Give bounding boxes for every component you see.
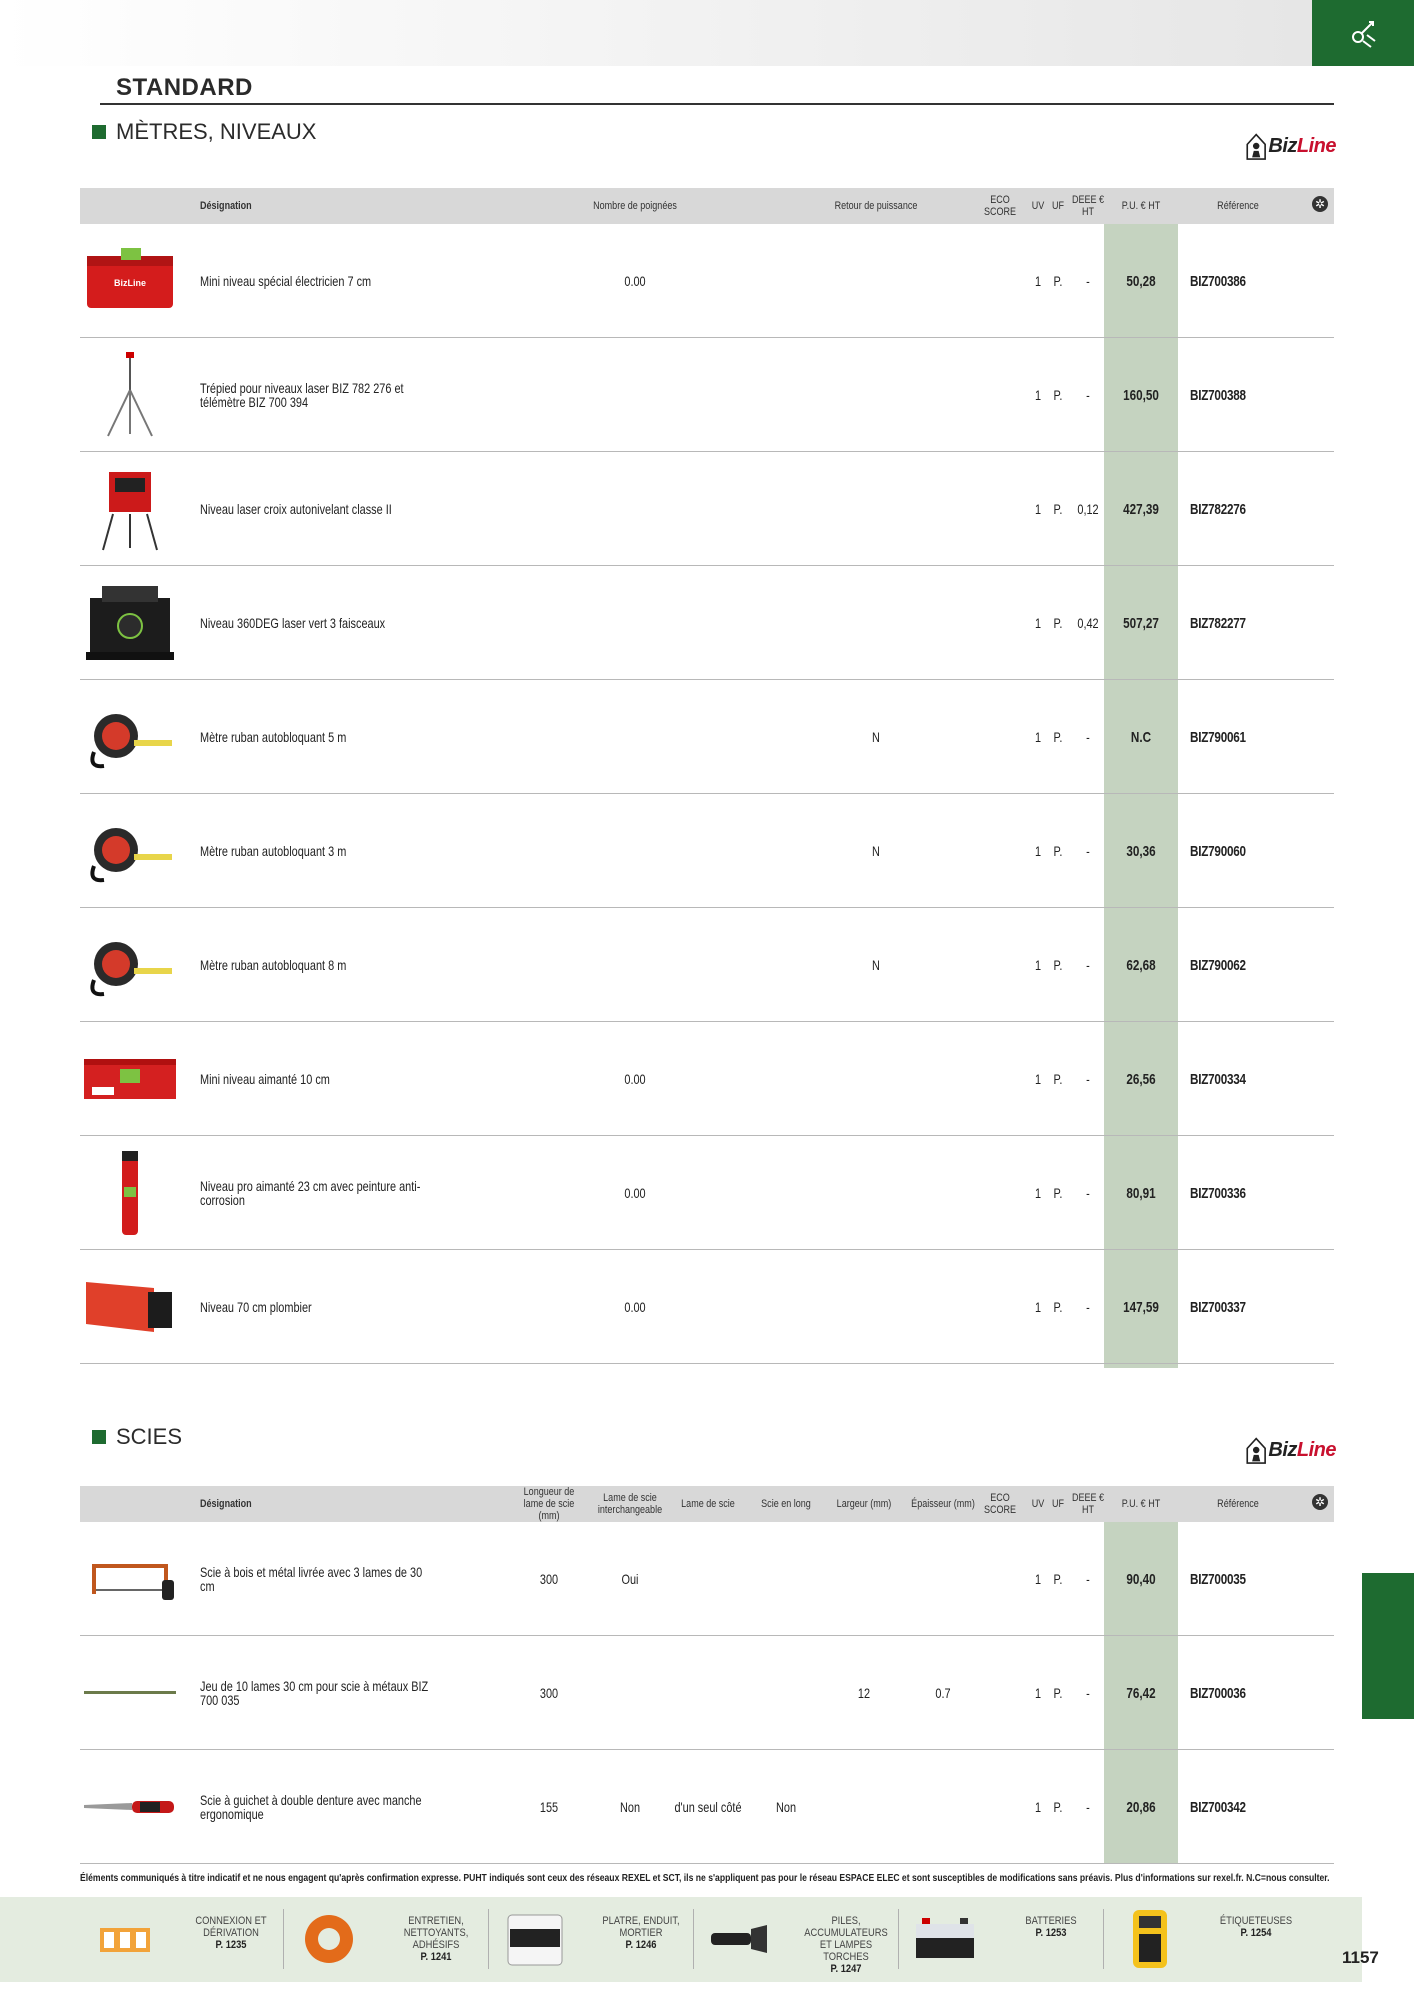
header-interchangeable: Lame de scie interchangeable (597, 1492, 663, 1516)
header-lame: Lame de scie (681, 1498, 735, 1510)
table-row[interactable] (80, 224, 1334, 338)
section-title-scies (92, 1424, 182, 1450)
retour-value (814, 338, 939, 452)
deee-value: - (1086, 843, 1090, 859)
deee-value: - (1086, 1799, 1090, 1815)
bizline-logo (1244, 1428, 1336, 1472)
red-level-icon (80, 238, 180, 324)
uv-value: 1 (1034, 843, 1042, 859)
uf-value: P. (1053, 1571, 1063, 1587)
tape-measure-icon (80, 922, 180, 1008)
product-reference: BIZ782277 (1190, 614, 1246, 632)
poignees-value (577, 794, 694, 908)
tape-roll-icon (293, 1909, 367, 1969)
footer-category: ENTRETIEN, NETTOYANTS, ADHÉSIFS (403, 1915, 469, 1951)
saw-blade-icon (80, 1650, 180, 1736)
product-reference: BIZ700386 (1190, 272, 1246, 290)
brand-biz: Biz (1268, 134, 1297, 157)
footer-link[interactable] (695, 1897, 900, 1982)
label-printer-icon (1113, 1909, 1187, 1969)
footer-category: ÉTIQUETEUSES (1219, 1915, 1293, 1927)
uf-value: P. (1053, 615, 1063, 631)
page-title: STANDARD (116, 74, 253, 101)
table-row[interactable] (80, 452, 1334, 566)
settings-icon[interactable]: ✲ (1312, 196, 1328, 212)
header-reference: Référence (1217, 1498, 1259, 1510)
footer-page-ref: P. 1253 (1035, 1927, 1067, 1939)
unit-price: 80,91 (1126, 1184, 1156, 1202)
uv-value: 1 (1034, 1799, 1042, 1815)
product-designation: Trépied pour niveaux laser BIZ 782 276 et télémètre BIZ 700 394 (200, 380, 404, 410)
footer-category: PLATRE, ENDUIT, MORTIER (602, 1915, 680, 1939)
footer-divider (1103, 1909, 1104, 1969)
scie-long-value: Non (775, 1799, 797, 1815)
footer-divider (283, 1909, 284, 1969)
retour-value (814, 1022, 939, 1136)
uv-value: 1 (1034, 729, 1042, 745)
product-reference: BIZ700388 (1190, 386, 1246, 404)
table-header-scies (80, 1486, 1334, 1522)
product-reference: BIZ700035 (1190, 1570, 1246, 1588)
unit-price: 76,42 (1126, 1684, 1156, 1702)
flashlight-icon (703, 1909, 777, 1969)
jab-saw-icon (80, 1764, 180, 1850)
table-row[interactable] (80, 566, 1334, 680)
header-eco: ECO SCORE (983, 194, 1017, 218)
lame-value (677, 1636, 739, 1750)
deee-value: 0,12 (1077, 501, 1099, 517)
footer-page-ref: P. 1247 (830, 1963, 862, 1975)
scie-long-value (755, 1636, 817, 1750)
page-number: 1157 (1342, 1948, 1379, 1967)
poignees-value (577, 566, 694, 680)
epaisseur-value (909, 1750, 976, 1864)
deee-value: - (1086, 1685, 1090, 1701)
poignees-value (577, 452, 694, 566)
tape-measure-icon (80, 694, 180, 780)
uf-value: P. (1053, 273, 1063, 289)
uf-value: P. (1053, 1071, 1063, 1087)
epaisseur-value (909, 1522, 976, 1636)
footer-link[interactable] (285, 1897, 490, 1982)
retour-value (814, 566, 939, 680)
unit-price: 30,36 (1126, 842, 1156, 860)
uf-value: P. (1053, 1185, 1063, 1201)
longueur-value: 300 (539, 1571, 559, 1587)
settings-icon[interactable]: ✲ (1312, 1494, 1328, 1510)
header-uv: UV (1031, 1498, 1045, 1510)
retour-value (814, 1250, 939, 1364)
header-epaisseur: Épaisseur (mm) (911, 1498, 975, 1510)
brand-line: Line (1296, 134, 1336, 157)
table-row[interactable] (80, 1636, 1334, 1750)
footer-page-ref: P. 1235 (215, 1939, 247, 1951)
unit-price: 507,27 (1123, 614, 1159, 632)
deee-value: 0,42 (1077, 615, 1099, 631)
unit-price: 20,86 (1126, 1798, 1156, 1816)
uf-value: P. (1053, 1299, 1063, 1315)
header-deee: DEEE € HT (1071, 194, 1105, 218)
lame-value: d'un seul côté (674, 1799, 742, 1815)
table-row[interactable] (80, 908, 1334, 1022)
deee-value: - (1086, 387, 1090, 403)
product-reference: BIZ700336 (1190, 1184, 1246, 1202)
plumber-level-icon (80, 1264, 180, 1350)
uf-value: P. (1053, 729, 1063, 745)
product-designation: Scie à bois et métal livrée avec 3 lames de 30 cm (200, 1564, 423, 1594)
footer-link-label (594, 1915, 688, 1951)
product-designation: Niveau pro aimanté 23 cm avec peinture anti-corrosion (200, 1178, 421, 1208)
product-designation: Scie à guichet à double denture avec manche ergonomique (200, 1792, 422, 1822)
header-reference: Référence (1217, 200, 1259, 212)
retour-value (814, 452, 939, 566)
uf-value: P. (1053, 501, 1063, 517)
corner-tab[interactable] (1312, 0, 1414, 66)
deee-value: - (1086, 729, 1090, 745)
retour-value (814, 1136, 939, 1250)
longueur-value: 300 (539, 1685, 559, 1701)
product-reference: BIZ700342 (1190, 1798, 1246, 1816)
footer-divider (488, 1909, 489, 1969)
product-designation: Niveau 70 cm plombier (200, 1299, 312, 1315)
footer-divider (693, 1909, 694, 1969)
retour-value: N (872, 843, 880, 859)
largeur-value (833, 1522, 895, 1636)
product-designation: Jeu de 10 lames 30 cm pour scie à métaux BIZ 700 035 (200, 1678, 429, 1708)
table-row[interactable] (80, 794, 1334, 908)
connector-icon (88, 1909, 162, 1969)
retour-value: N (872, 957, 880, 973)
poignees-value (577, 680, 694, 794)
interchangeable-value (599, 1636, 661, 1750)
hacksaw-icon (80, 1536, 180, 1622)
product-reference: BIZ790062 (1190, 956, 1246, 974)
header-eco: ECO SCORE (983, 1492, 1017, 1516)
footer-category: PILES, ACCUMULATEURS ET LAMPES TORCHES (804, 1915, 888, 1963)
header-uf: UF (1051, 200, 1065, 212)
header-uv: UV (1031, 200, 1045, 212)
deee-value: - (1086, 1299, 1090, 1315)
uv-value: 1 (1034, 1685, 1042, 1701)
uf-value: P. (1053, 957, 1063, 973)
tools-icon (1345, 15, 1381, 51)
brand-line: Line (1296, 1438, 1336, 1461)
footer-nav (0, 1897, 1362, 1982)
footer-page-ref: P. 1241 (420, 1951, 452, 1963)
laser-360-icon (80, 580, 180, 666)
header-deee: DEEE € HT (1071, 1492, 1105, 1516)
largeur-value: 12 (857, 1685, 871, 1701)
table-row[interactable] (80, 1522, 1334, 1636)
product-designation: Niveau laser croix autonivelant classe II (200, 501, 392, 517)
brand-biz: Biz (1268, 1438, 1297, 1461)
longueur-value: 155 (539, 1799, 559, 1815)
product-reference: BIZ700337 (1190, 1298, 1246, 1316)
header-long: Scie en long (761, 1498, 811, 1510)
footer-link-label (1209, 1915, 1303, 1939)
chapter-tab[interactable] (1362, 1573, 1414, 1719)
product-reference: BIZ782276 (1190, 500, 1246, 518)
header-longueur: Longueur de lame de scie (mm) (523, 1486, 575, 1522)
interchangeable-value: Oui (621, 1571, 639, 1587)
table-row[interactable] (80, 338, 1334, 452)
section-bullet (92, 1430, 106, 1444)
disclaimer-text: Éléments communiqués à titre indicatif et ne nous engagent qu'après confirmation expresse. PUHT indiqués sont ceux des réseaux REXEL et SCT, ils ne s'appliquent pas pour le réseau ESPACE ELEC et sont susceptibles de modifications sans préavis. Plus d'informations sur rexel.fr. N.C=nous consulter. (80, 1872, 1330, 1884)
unit-price: N.C (1130, 728, 1152, 746)
scie-long-value (755, 1522, 817, 1636)
lame-value (677, 1522, 739, 1636)
svg-text:BizLine: BizLine (113, 278, 147, 288)
unit-price: 427,39 (1123, 500, 1159, 518)
footer-link[interactable] (490, 1897, 695, 1982)
footer-link[interactable] (1105, 1897, 1310, 1982)
header-retour: Retour de puissance (834, 200, 918, 212)
poignees-value: 0.00 (624, 1071, 646, 1087)
torpedo-level-icon (80, 1150, 180, 1236)
section-bullet (92, 125, 106, 139)
footer-link[interactable] (80, 1897, 285, 1982)
header-designation: Désignation (200, 1498, 252, 1510)
uf-value: P. (1053, 843, 1063, 859)
deee-value: - (1086, 273, 1090, 289)
product-reference: BIZ700334 (1190, 1070, 1246, 1088)
footer-link-label (1004, 1915, 1098, 1939)
poignees-value (577, 338, 694, 452)
unit-price: 90,40 (1126, 1570, 1156, 1588)
footer-link-label (389, 1915, 483, 1963)
tape-measure-icon (80, 808, 180, 894)
table-row[interactable] (80, 1750, 1334, 1864)
footer-category: BATTERIES (1025, 1915, 1077, 1927)
uv-value: 1 (1034, 1299, 1042, 1315)
header-designation: Désignation (200, 200, 252, 212)
unit-price: 50,28 (1126, 272, 1156, 290)
battery-icon (908, 1909, 982, 1969)
section-title-text: SCIES (116, 1424, 183, 1449)
uf-value: P. (1053, 1685, 1063, 1701)
plaster-bucket-icon (498, 1909, 572, 1969)
cross-laser-icon (80, 466, 180, 552)
bizline-logo (1244, 124, 1336, 168)
poignees-value: 0.00 (624, 273, 646, 289)
product-reference: BIZ700036 (1190, 1684, 1246, 1702)
uv-value: 1 (1034, 957, 1042, 973)
deee-value: - (1086, 957, 1090, 973)
interchangeable-value: Non (619, 1799, 641, 1815)
retour-value (814, 224, 939, 338)
poignees-value: 0.00 (624, 1185, 646, 1201)
header-poignees: Nombre de poignées (593, 200, 677, 212)
product-designation: Mini niveau aimanté 10 cm (200, 1071, 330, 1087)
house-man-icon (1244, 126, 1268, 166)
unit-price: 147,59 (1123, 1298, 1159, 1316)
header-pu: P.U. € HT (1121, 200, 1161, 212)
header-uf: UF (1051, 1498, 1065, 1510)
product-designation: Mètre ruban autobloquant 8 m (200, 957, 347, 973)
uv-value: 1 (1034, 1071, 1042, 1087)
footer-link-label (184, 1915, 278, 1951)
table-row[interactable] (80, 1022, 1334, 1136)
title-rule (100, 103, 1334, 105)
uv-value: 1 (1034, 1571, 1042, 1587)
footer-divider (898, 1909, 899, 1969)
footer-category: CONNEXION ET DÉRIVATION (195, 1915, 267, 1939)
largeur-value (833, 1750, 895, 1864)
deee-value: - (1086, 1185, 1090, 1201)
section-title-text: MÈTRES, NIVEAUX (116, 119, 317, 144)
poignees-value: 0.00 (624, 1299, 646, 1315)
uv-value: 1 (1034, 387, 1042, 403)
poignees-value (577, 908, 694, 1022)
retour-value: N (872, 729, 880, 745)
unit-price: 62,68 (1126, 956, 1156, 974)
uv-value: 1 (1034, 501, 1042, 517)
table-header-metres (80, 188, 1334, 224)
uv-value: 1 (1034, 615, 1042, 631)
epaisseur-value: 0.7 (935, 1685, 951, 1701)
house-man-icon (1244, 1430, 1268, 1470)
product-designation: Niveau 360DEG laser vert 3 faisceaux (200, 615, 386, 631)
header-pu: P.U. € HT (1121, 1498, 1161, 1510)
unit-price: 160,50 (1123, 386, 1159, 404)
table-row[interactable] (80, 1250, 1334, 1364)
header-largeur: Largeur (mm) (836, 1498, 892, 1510)
footer-page-ref: P. 1254 (1240, 1927, 1272, 1939)
section-title-metres (92, 119, 316, 145)
tripod-icon (80, 352, 180, 438)
uf-value: P. (1053, 1799, 1063, 1815)
top-banner (0, 0, 1312, 66)
product-designation: Mètre ruban autobloquant 3 m (200, 843, 347, 859)
uf-value: P. (1053, 387, 1063, 403)
uv-value: 1 (1034, 1185, 1042, 1201)
footer-link-label (799, 1915, 893, 1975)
product-reference: BIZ790061 (1190, 728, 1246, 746)
footer-link[interactable] (900, 1897, 1105, 1982)
deee-value: - (1086, 1571, 1090, 1587)
table-row[interactable] (80, 680, 1334, 794)
magnetic-level-icon (80, 1036, 180, 1122)
product-reference: BIZ790060 (1190, 842, 1246, 860)
footer-page-ref: P. 1246 (625, 1939, 657, 1951)
product-designation: Mini niveau spécial électricien 7 cm (200, 273, 372, 289)
unit-price: 26,56 (1126, 1070, 1156, 1088)
table-row[interactable] (80, 1136, 1334, 1250)
product-designation: Mètre ruban autobloquant 5 m (200, 729, 347, 745)
uv-value: 1 (1034, 273, 1042, 289)
deee-value: - (1086, 1071, 1090, 1087)
